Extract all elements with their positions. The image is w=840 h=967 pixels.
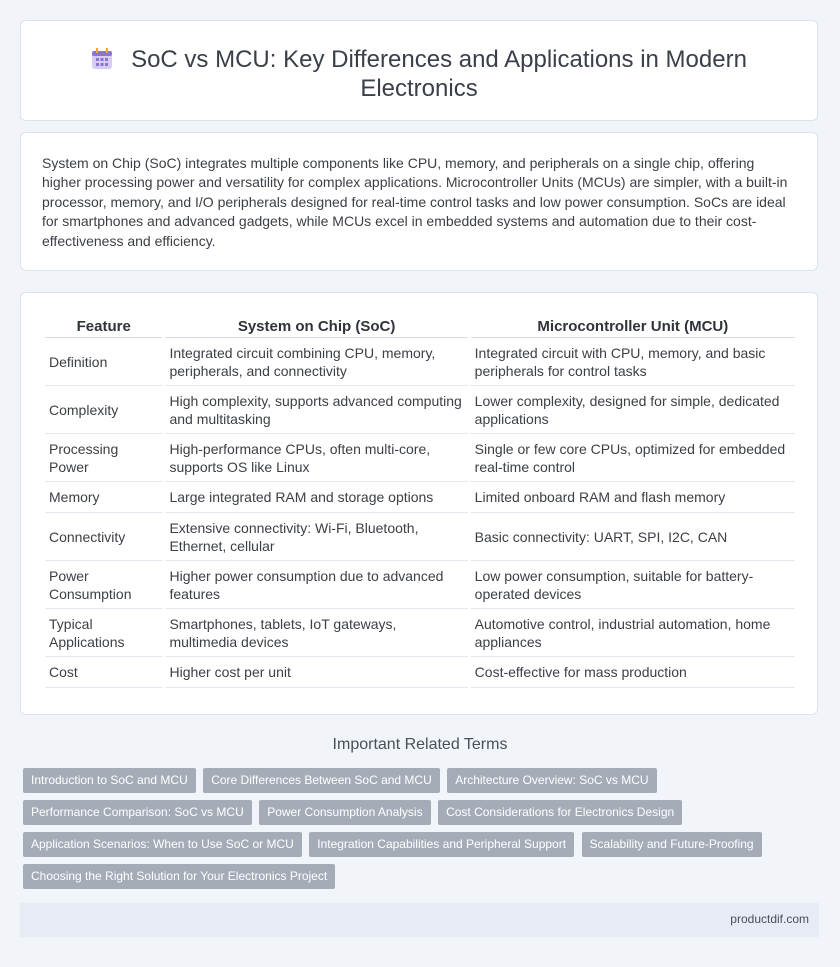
related-term-tag[interactable]: Power Consumption Analysis	[259, 800, 430, 825]
title-line-1: SoC vs MCU: Key Differences and Applications in Modern	[131, 46, 747, 73]
row-mcu: Cost-effective for mass production	[471, 657, 795, 688]
row-feature: Memory	[45, 482, 162, 513]
footer	[20, 903, 819, 937]
related-term-tag[interactable]: Scalability and Future-Proofing	[582, 832, 762, 857]
header-mcu: Microcontroller Unit (MCU)	[471, 315, 795, 338]
related-terms-title: Important Related Terms	[332, 736, 508, 753]
row-mcu: Lower complexity, designed for simple, dedicated applications	[471, 386, 795, 434]
row-mcu: Low power consumption, suitable for battery-operated devices	[471, 561, 795, 609]
row-feature: Cost	[45, 657, 162, 688]
footer-site[interactable]: productdif.com	[730, 912, 809, 926]
table-row	[45, 482, 795, 513]
comparison-card	[20, 292, 818, 715]
row-soc: Higher cost per unit	[165, 657, 467, 688]
row-mcu: Integrated circuit with CPU, memory, and basic peripherals for control tasks	[471, 338, 795, 386]
header-soc: System on Chip (SoC)	[165, 315, 467, 338]
table-row	[45, 513, 795, 561]
table-row	[45, 338, 795, 386]
row-feature: Typical Applications	[45, 609, 162, 657]
row-feature: Connectivity	[45, 513, 162, 561]
related-term-tag[interactable]: Core Differences Between SoC and MCU	[203, 768, 440, 793]
table-row	[45, 609, 795, 657]
related-term-tag[interactable]: Integration Capabilities and Peripheral Support	[309, 832, 574, 857]
row-soc: Large integrated RAM and storage options	[165, 482, 467, 513]
comparison-table	[42, 315, 798, 688]
calendar-icon	[91, 48, 113, 70]
related-term-tag[interactable]: Performance Comparison: SoC vs MCU	[23, 800, 252, 825]
page-title	[21, 45, 817, 103]
row-mcu: Single or few core CPUs, optimized for embedded real-time control	[471, 434, 795, 482]
row-feature: Processing Power	[45, 434, 162, 482]
header-card	[20, 20, 818, 121]
table-row	[45, 386, 795, 434]
row-soc: High-performance CPUs, often multi-core, supports OS like Linux	[165, 434, 467, 482]
header-feature: Feature	[45, 315, 162, 338]
intro-card	[20, 132, 818, 271]
related-term-tag[interactable]: Choosing the Right Solution for Your Electronics Project	[23, 864, 335, 889]
row-soc: High complexity, supports advanced computing and multitasking	[165, 386, 467, 434]
row-soc: Smartphones, tablets, IoT gateways, multimedia devices	[165, 609, 467, 657]
related-term-tag[interactable]: Architecture Overview: SoC vs MCU	[447, 768, 656, 793]
title-line-2: Electronics	[360, 75, 478, 102]
row-soc: Extensive connectivity: Wi-Fi, Bluetooth, Ethernet, cellular	[165, 513, 467, 561]
intro-text: System on Chip (SoC) integrates multiple components like CPU, memory, and peripherals on a single chip, offering higher processing power and versatility for complex applications. Microcontroller Units (MCUs) are simpler, with a built-in processor, memory, and I/O peripherals designed for real-time control tasks and low power consumption. SoCs are ideal for smartphones and advanced gadgets, while MCUs excel in embedded systems and automation due to their cost-effectiveness and efficiency.	[42, 155, 788, 249]
table-row	[45, 561, 795, 609]
table-header-row	[45, 315, 795, 338]
table-row	[45, 434, 795, 482]
row-soc: Higher power consumption due to advanced features	[165, 561, 467, 609]
row-feature: Definition	[45, 338, 162, 386]
row-feature: Power Consumption	[45, 561, 162, 609]
related-term-tag[interactable]: Introduction to SoC and MCU	[23, 768, 196, 793]
row-mcu: Automotive control, industrial automation, home appliances	[471, 609, 795, 657]
row-feature: Complexity	[45, 386, 162, 434]
table-row	[45, 657, 795, 688]
row-mcu: Limited onboard RAM and flash memory	[471, 482, 795, 513]
related-term-tag[interactable]: Application Scenarios: When to Use SoC or MCU	[23, 832, 302, 857]
related-term-tag[interactable]: Cost Considerations for Electronics Design	[438, 800, 682, 825]
related-terms-tags	[23, 768, 803, 896]
row-mcu: Basic connectivity: UART, SPI, I2C, CAN	[471, 513, 795, 561]
row-soc: Integrated circuit combining CPU, memory, peripherals, and connectivity	[165, 338, 467, 386]
